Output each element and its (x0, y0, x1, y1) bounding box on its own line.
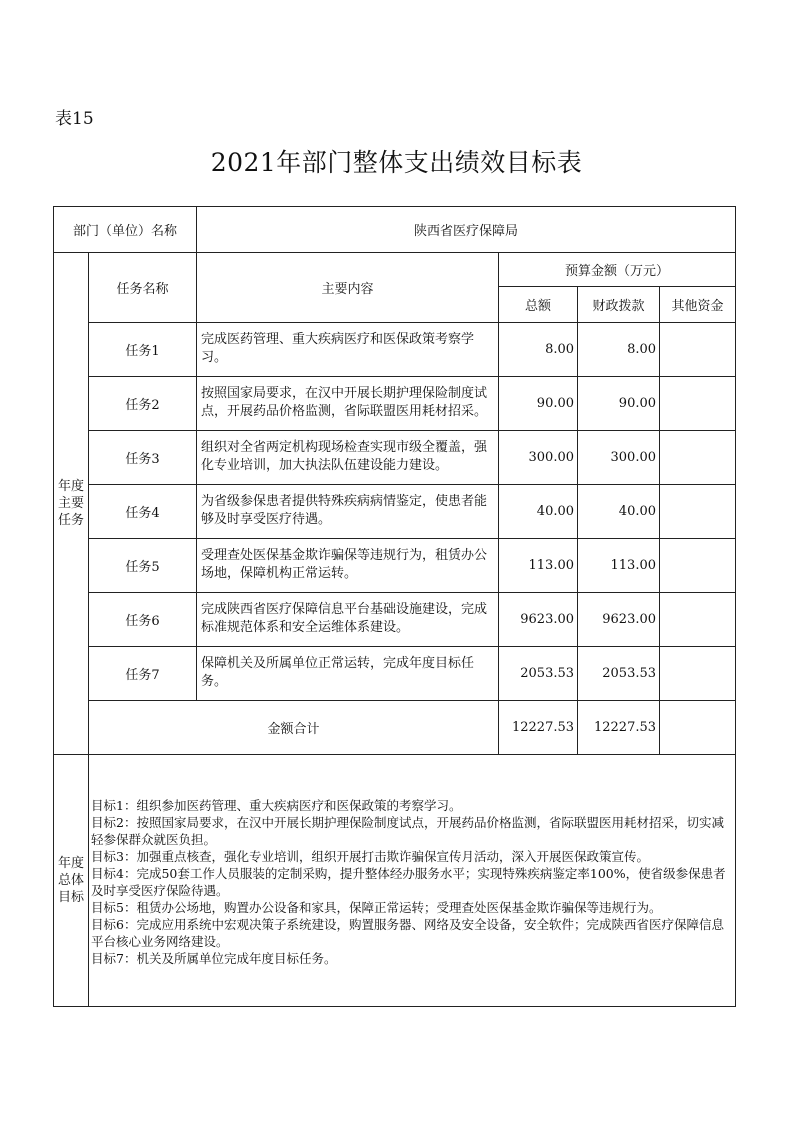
table-row (54, 485, 736, 539)
task-other (660, 593, 736, 647)
task-fiscal: 113.00 (578, 539, 660, 593)
task-content: 保障机关及所属单位正常运转，完成年度目标任务。 (197, 647, 499, 701)
document-title: 2021年部门整体支出绩效目标表 (210, 148, 583, 177)
goal-item: 目标3：加强重点核查，强化专业培训，组织开展打击欺诈骗保宣传月活动，深入开展医保政策宣传。 (91, 849, 649, 864)
task-other (660, 431, 736, 485)
header-main-content: 主要内容 (197, 253, 499, 323)
task-fiscal: 8.00 (578, 323, 660, 377)
header-other: 其他资金 (660, 287, 736, 323)
task-total: 40.00 (499, 485, 578, 539)
task-total: 90.00 (499, 377, 578, 431)
table-row (54, 593, 736, 647)
header-total: 总额 (499, 287, 578, 323)
goals-row (54, 755, 736, 1007)
goal-item: 目标7：机关及所属单位完成年度目标任务。 (91, 951, 337, 966)
task-total: 2053.53 (499, 647, 578, 701)
task-total: 9623.00 (499, 593, 578, 647)
sum-fiscal: 12227.53 (578, 701, 660, 755)
table-row (54, 431, 736, 485)
task-name: 任务2 (89, 377, 197, 431)
sum-total: 12227.53 (499, 701, 578, 755)
department-row (54, 207, 736, 253)
task-other (660, 647, 736, 701)
task-name: 任务6 (89, 593, 197, 647)
table-row (54, 323, 736, 377)
task-other (660, 377, 736, 431)
task-total: 300.00 (499, 431, 578, 485)
task-name: 任务5 (89, 539, 197, 593)
section-annual-goals: 年度总体目标 (54, 755, 89, 1007)
goal-item: 目标6：完成应用系统中宏观决策子系统建设，购置服务器、网络及安全设备，安全软件；完成陕西省医疗保障信息平台核心业务网络建设。 (91, 917, 724, 949)
goals-cell (89, 755, 736, 1007)
table-number: 表15 (55, 109, 94, 129)
task-other (660, 323, 736, 377)
header-task-name: 任务名称 (89, 253, 197, 323)
section-annual-tasks: 年度主要任务 (54, 253, 89, 755)
sum-label: 金额合计 (89, 701, 499, 755)
task-content: 组织对全省两定机构现场检查实现市级全覆盖，强化专业培训，加大执法队伍建设能力建设。 (197, 431, 499, 485)
task-content: 受理查处医保基金欺诈骗保等违规行为，租赁办公场地，保障机构正常运转。 (197, 539, 499, 593)
task-content: 完成医药管理、重大疾病医疗和医保政策考察学习。 (197, 323, 499, 377)
task-total: 113.00 (499, 539, 578, 593)
goal-item: 目标4：完成50套工作人员服装的定制采购，提升整体经办服务水平；实现特殊疾病鉴定率100%，使省级参保患者及时享受医疗保险待遇。 (91, 866, 726, 898)
task-other (660, 539, 736, 593)
task-name: 任务1 (89, 323, 197, 377)
goal-item: 目标2：按照国家局要求，在汉中开展长期护理保险制度试点，开展药品价格监测，省际联盟医用耗材招采，切实减轻参保群众就医负担。 (91, 815, 724, 847)
task-name: 任务7 (89, 647, 197, 701)
task-name: 任务4 (89, 485, 197, 539)
table-row (54, 647, 736, 701)
table-row (54, 377, 736, 431)
header-row-1 (54, 253, 736, 287)
goal-item: 目标5：租赁办公场地，购置办公设备和家具，保障正常运转；受理查处医保基金欺诈骗保等违规行为。 (91, 900, 662, 915)
task-other (660, 485, 736, 539)
task-name: 任务3 (89, 431, 197, 485)
task-fiscal: 2053.53 (578, 647, 660, 701)
task-content: 为省级参保患者提供特殊疾病病情鉴定，使患者能够及时享受医疗待遇。 (197, 485, 499, 539)
task-content: 完成陕西省医疗保障信息平台基础设施建设，完成标准规范体系和安全运维体系建设。 (197, 593, 499, 647)
department-name: 陕西省医疗保障局 (197, 207, 736, 253)
header-budget: 预算金额（万元） (499, 253, 736, 287)
department-label: 部门（单位）名称 (54, 207, 197, 253)
header-fiscal: 财政拨款 (578, 287, 660, 323)
task-fiscal: 9623.00 (578, 593, 660, 647)
task-fiscal: 300.00 (578, 431, 660, 485)
sum-row (54, 701, 736, 755)
sum-other (660, 701, 736, 755)
performance-target-table (53, 206, 736, 1007)
goal-item: 目标1：组织参加医药管理、重大疾病医疗和医保政策的考察学习。 (91, 798, 462, 813)
task-content: 按照国家局要求，在汉中开展长期护理保险制度试点，开展药品价格监测，省际联盟医用耗材招采。 (197, 377, 499, 431)
task-fiscal: 90.00 (578, 377, 660, 431)
task-total: 8.00 (499, 323, 578, 377)
task-fiscal: 40.00 (578, 485, 660, 539)
table-row (54, 539, 736, 593)
